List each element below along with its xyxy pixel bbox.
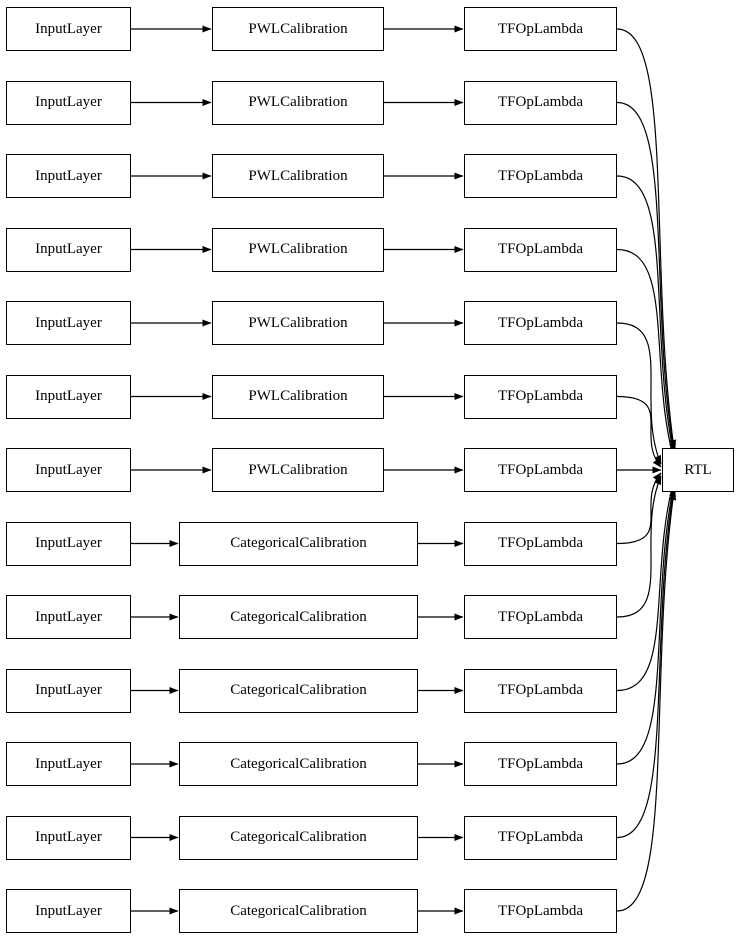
- node-tfoplambda-layer: TFOpLambda: [464, 228, 617, 272]
- node-tfoplambda-layer: TFOpLambda: [464, 301, 617, 345]
- node-calibration-layer: CategoricalCalibration: [179, 742, 418, 786]
- node-input-layer: InputLayer: [6, 669, 131, 713]
- node-tfoplambda-layer: TFOpLambda: [464, 889, 617, 933]
- edge-lambda-to-rtl: [617, 473, 661, 544]
- node-tfoplambda-layer: TFOpLambda: [464, 816, 617, 860]
- node-input-layer: InputLayer: [6, 301, 131, 345]
- node-tfoplambda-layer: TFOpLambda: [464, 595, 617, 639]
- node-rtl-layer: RTL: [662, 448, 734, 492]
- node-calibration-layer: CategoricalCalibration: [179, 816, 418, 860]
- node-input-layer: InputLayer: [6, 81, 131, 125]
- node-calibration-layer: CategoricalCalibration: [179, 595, 418, 639]
- node-tfoplambda-layer: TFOpLambda: [464, 7, 617, 51]
- edge-lambda-to-rtl: [617, 476, 661, 617]
- node-calibration-layer: PWLCalibration: [212, 375, 384, 419]
- node-input-layer: InputLayer: [6, 154, 131, 198]
- node-input-layer: InputLayer: [6, 522, 131, 566]
- node-input-layer: InputLayer: [6, 375, 131, 419]
- node-input-layer: InputLayer: [6, 448, 131, 492]
- node-tfoplambda-layer: TFOpLambda: [464, 81, 617, 125]
- node-calibration-layer: PWLCalibration: [212, 81, 384, 125]
- node-input-layer: InputLayer: [6, 228, 131, 272]
- node-tfoplambda-layer: TFOpLambda: [464, 375, 617, 419]
- node-input-layer: InputLayer: [6, 742, 131, 786]
- node-calibration-layer: PWLCalibration: [212, 228, 384, 272]
- node-calibration-layer: PWLCalibration: [212, 301, 384, 345]
- node-input-layer: InputLayer: [6, 595, 131, 639]
- node-tfoplambda-layer: TFOpLambda: [464, 742, 617, 786]
- node-tfoplambda-layer: TFOpLambda: [464, 154, 617, 198]
- node-input-layer: InputLayer: [6, 889, 131, 933]
- node-calibration-layer: PWLCalibration: [212, 448, 384, 492]
- node-calibration-layer: PWLCalibration: [212, 7, 384, 51]
- edge-lambda-to-rtl: [617, 323, 661, 464]
- node-calibration-layer: PWLCalibration: [212, 154, 384, 198]
- edge-lambda-to-rtl: [617, 397, 661, 468]
- node-tfoplambda-layer: TFOpLambda: [464, 669, 617, 713]
- node-input-layer: InputLayer: [6, 7, 131, 51]
- node-calibration-layer: CategoricalCalibration: [179, 889, 418, 933]
- node-tfoplambda-layer: TFOpLambda: [464, 522, 617, 566]
- node-input-layer: InputLayer: [6, 816, 131, 860]
- node-tfoplambda-layer: TFOpLambda: [464, 448, 617, 492]
- node-calibration-layer: CategoricalCalibration: [179, 669, 418, 713]
- node-calibration-layer: CategoricalCalibration: [179, 522, 418, 566]
